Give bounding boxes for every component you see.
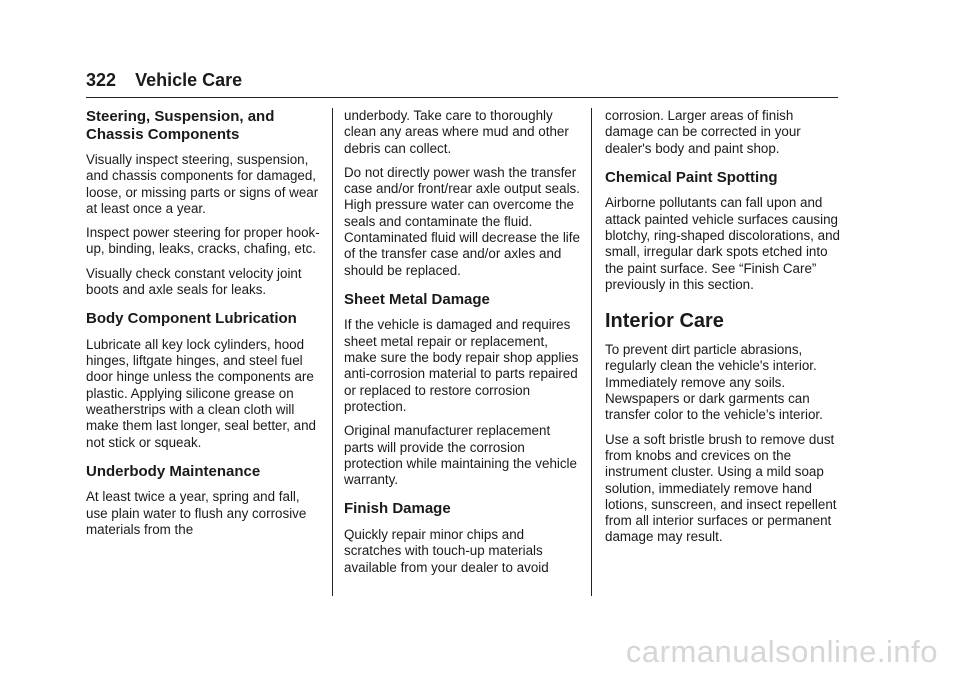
paragraph-finish-damage: Quickly repair minor chips and scratches with touch-up materials available from your dealer to avoid xyxy=(344,526,549,575)
section-title: Vehicle Care xyxy=(135,70,243,90)
paragraph-interior-2: Use a soft bristle brush to remove dust from knobs and crevices on the instrument cluster. Using a mild soap solution, immediately remove hand lotions, sunscreen, and insect repellent from all interior surfaces or permanent damage may result. xyxy=(605,431,837,545)
paragraph-body-lubrication: Lubricate all key lock cylinders, hood hinges, liftgate hinges, and steel fuel door hinge unless the components are plastic. Applying silicone grease on weatherstrips with a clean cloth will make them last longer, seal better, and not stick or squeak. xyxy=(86,336,317,450)
paragraph-chemical-spotting: Airborne pollutants can fall upon and attack painted vehicle surfaces causing blotchy, ring-shaped discolorations, and small, irregular dark spots etched into the paint surface. See “Finish Care” previously in this section. xyxy=(605,195,840,292)
paragraph-steering-3: Visually check constant velocity joint boots and axle seals for leaks. xyxy=(86,265,302,298)
paragraph-underbody: At least twice a year, spring and fall, use plain water to flush any corrosive materials from the xyxy=(86,489,307,538)
paragraph-sheet-metal-1: If the vehicle is damaged and requires sheet metal repair or replacement, make sure the body repair shop applies anti-corrosion material to parts repaired or replaced to restore corrosion protection. xyxy=(344,317,579,414)
paragraph-sheet-metal-2: Original manufacturer replacement parts will provide the corrosion protection while maintaining the vehicle warranty. xyxy=(344,423,577,488)
column-divider-2 xyxy=(591,108,592,596)
paragraph-finish-continued: corrosion. Larger areas of finish damage can be corrected in your dealer's body and paint shop. xyxy=(605,108,801,156)
paragraph-steering-2: Inspect power steering for proper hook-up, binding, leaks, cracks, chafing, etc. xyxy=(86,225,320,257)
watermark: carmanualsonline.info xyxy=(625,634,938,669)
heading-body-lubrication: Body Component Lubrication xyxy=(86,310,297,328)
column-3 xyxy=(605,108,843,554)
heading-steering: Steering, Suspension, and Chassis Components xyxy=(86,108,275,143)
heading-sheet-metal: Sheet Metal Damage xyxy=(344,290,490,308)
column-2 xyxy=(344,108,582,584)
heading-finish-damage: Finish Damage xyxy=(344,500,451,518)
heading-underbody: Underbody Maintenance xyxy=(86,462,261,480)
heading-chemical-spotting: Chemical Paint Spotting xyxy=(605,168,778,186)
paragraph-interior-1: To prevent dirt particle abrasions, regularly clean the vehicle's interior. Immediately remove any soils. Newspapers or dark garments can transfer color to the vehicle’s interior. xyxy=(605,342,823,423)
paragraph-steering-1: Visually inspect steering, suspension, and chassis components for damaged, loose, or missing parts or signs of wear at least once a year. xyxy=(86,152,319,216)
paragraph-underbody-continued: underbody. Take care to thoroughly clean any areas where mud and other debris can collect. xyxy=(344,108,569,156)
page-number: 322 xyxy=(86,70,117,90)
heading-interior-care: Interior Care xyxy=(605,310,724,333)
page-header xyxy=(86,70,838,98)
paragraph-power-wash: Do not directly power wash the transfer case and/or front/rear axle output seals. High pressure water can overcome the seals and contaminate the fluid. Contaminated fluid will decrease the life of the transfer case and/or axles and should be replaced. xyxy=(344,164,580,278)
column-1 xyxy=(86,108,324,546)
column-divider-1 xyxy=(332,108,333,596)
